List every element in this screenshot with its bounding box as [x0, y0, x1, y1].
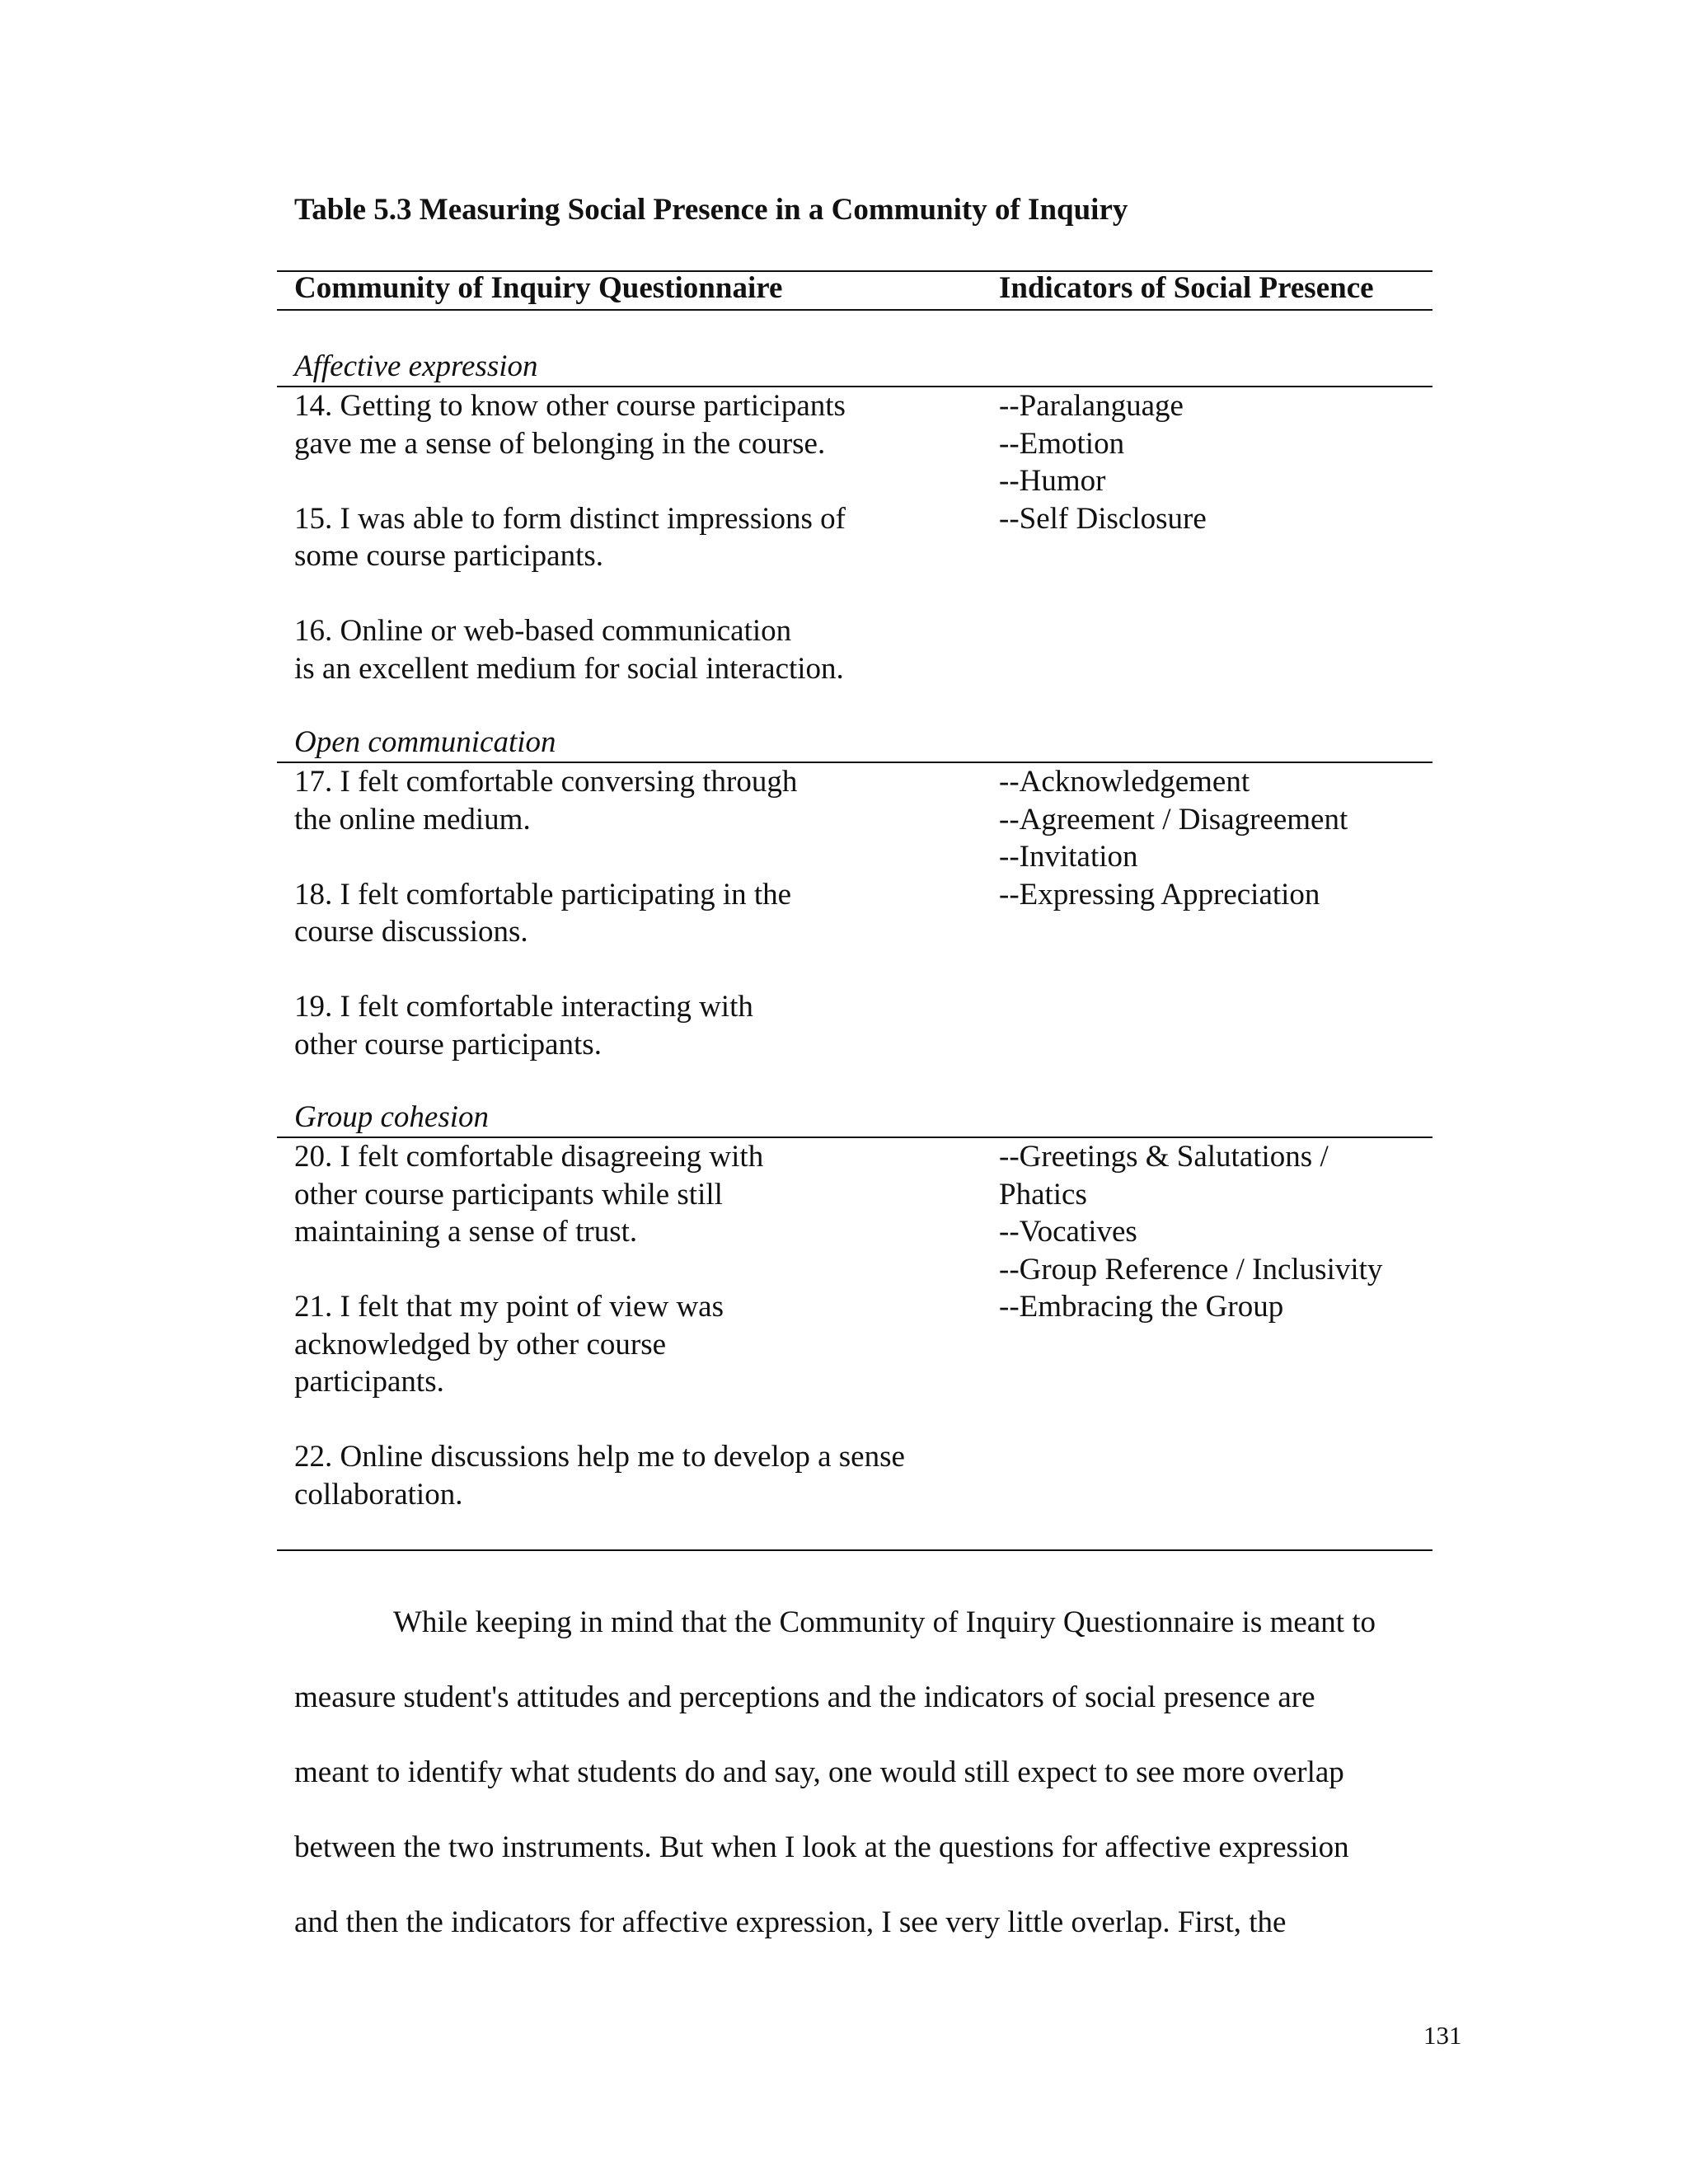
- question-line: other course participants.: [294, 1027, 602, 1062]
- question-line: 20. I felt comfortable disagreeing with: [294, 1140, 764, 1174]
- question-line: gave me a sense of belonging in the course.: [294, 426, 826, 461]
- indicators-open-communication: [999, 763, 1348, 913]
- indicator-line: --Invitation: [999, 840, 1138, 874]
- question-line: 14. Getting to know other course participants: [294, 389, 846, 423]
- page-number: 131: [1423, 2021, 1462, 2050]
- indicator-line: --Greetings & Salutations /: [999, 1140, 1329, 1174]
- question-line: 21. I felt that my point of view was: [294, 1290, 724, 1324]
- question-line: the online medium.: [294, 802, 531, 837]
- column-header-questionnaire: Community of Inquiry Questionnaire: [294, 271, 783, 305]
- indicators-group-cohesion: [999, 1138, 1382, 1326]
- question-line: collaboration.: [294, 1477, 463, 1511]
- question-line: 15. I was able to form distinct impressions of: [294, 501, 846, 536]
- body-paragraph: [294, 1585, 1448, 1960]
- indicator-line: --Humor: [999, 464, 1106, 498]
- question-line: participants.: [294, 1365, 444, 1399]
- indicators-affective-expression: [999, 387, 1207, 537]
- question-line: other course participants while still: [294, 1177, 723, 1212]
- indicator-line: --Paralanguage: [999, 389, 1184, 423]
- paragraph-line: measure student's attitudes and perceptions and the indicators of social presence are: [294, 1680, 1315, 1714]
- section-title-open-communication: Open communication: [294, 725, 556, 759]
- question-line: [294, 575, 846, 613]
- indicator-line: --Embracing the Group: [999, 1290, 1284, 1324]
- question-line: some course participants.: [294, 539, 604, 573]
- question-line: 22. Online discussions help me to develop a sense: [294, 1440, 905, 1474]
- table-bottom-rule: [277, 1549, 1432, 1551]
- question-line: 16. Online or web-based communication: [294, 614, 792, 648]
- question-line: 19. I felt comfortable interacting with: [294, 990, 753, 1024]
- question-line: [294, 838, 797, 876]
- table-header-rule: [277, 309, 1432, 311]
- indicator-line: Phatics: [999, 1177, 1087, 1212]
- question-line: [294, 1401, 905, 1439]
- section-title-group-cohesion: Group cohesion: [294, 1100, 490, 1134]
- question-line: [294, 1251, 905, 1289]
- questions-affective-expression: [294, 387, 846, 687]
- indicator-line: --Emotion: [999, 426, 1125, 461]
- indicator-line: --Vocatives: [999, 1215, 1137, 1249]
- questions-group-cohesion: [294, 1138, 905, 1513]
- paragraph-line: meant to identify what students do and say, one would still expect to see more overlap: [294, 1755, 1344, 1789]
- question-line: 18. I felt comfortable participating in the: [294, 877, 792, 912]
- question-line: course discussions.: [294, 915, 528, 949]
- column-header-indicators: Indicators of Social Presence: [999, 271, 1374, 305]
- paragraph-line: While keeping in mind that the Community of Inquiry Questionnaire is meant to: [393, 1605, 1376, 1639]
- indicator-line: --Group Reference / Inclusivity: [999, 1252, 1383, 1286]
- question-line: is an excellent medium for social interaction.: [294, 651, 844, 686]
- paragraph-line: and then the indicators for affective expression, I see very little overlap. First, the: [294, 1905, 1287, 1939]
- question-line: maintaining a sense of trust.: [294, 1215, 638, 1249]
- section-title-affective-expression: Affective expression: [294, 349, 538, 383]
- question-line: acknowledged by other course: [294, 1327, 667, 1361]
- question-line: [294, 462, 846, 500]
- indicator-line: --Self Disclosure: [999, 501, 1207, 536]
- questions-open-communication: [294, 763, 797, 1063]
- indicator-line: --Expressing Appreciation: [999, 877, 1320, 912]
- question-line: 17. I felt comfortable conversing through: [294, 765, 798, 799]
- indicator-line: --Agreement / Disagreement: [999, 802, 1348, 837]
- question-line: [294, 951, 797, 989]
- paragraph-line: between the two instruments. But when I look at the questions for affective expression: [294, 1830, 1349, 1864]
- indicator-line: --Acknowledgement: [999, 765, 1250, 799]
- table-caption: Table 5.3 Measuring Social Presence in a Community of Inquiry: [294, 193, 1128, 227]
